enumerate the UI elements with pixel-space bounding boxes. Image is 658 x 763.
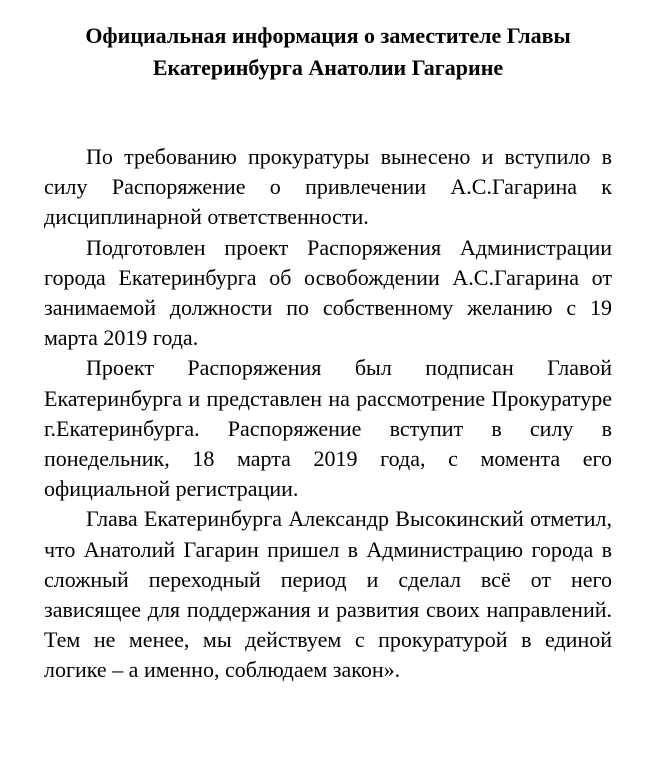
- paragraph-2: Подготовлен проект Распоряжения Администрации города Екатеринбурга об освобождении А.С.Гагарина от занимаемой должности по собственному желанию с 19 марта 2019 года.: [44, 234, 612, 351]
- paragraph-1: По требованию прокуратуры вынесено и вступило в силу Распоряжение о привлечении А.С.Гагарина к дисциплинарной ответственности.: [44, 144, 612, 230]
- paragraph-3: Проект Распоряжения был подписан Главой Екатеринбурга и представлен на рассмотрение Прокуратуре г.Екатеринбурга. Распоряжение вступит в силу в понедельник, 18 марта 2019 года, с момента его официальной регистрации.: [44, 355, 612, 502]
- document-title: Официальная информация о заместителе Главы Екатеринбурга Анатолии Гагарине: [85, 23, 571, 80]
- paragraph-4: Глава Екатеринбурга Александр Высокинский отметил, что Анатолий Гагарин пришел в Администрацию города в сложный переходный период и сделал всё от него зависящее для поддержания и развития своих направлений. Тем не менее, мы действуем с прокуратурой в единой логике – а именно, соблюдаем закон».: [44, 506, 612, 683]
- document-body: [44, 142, 612, 686]
